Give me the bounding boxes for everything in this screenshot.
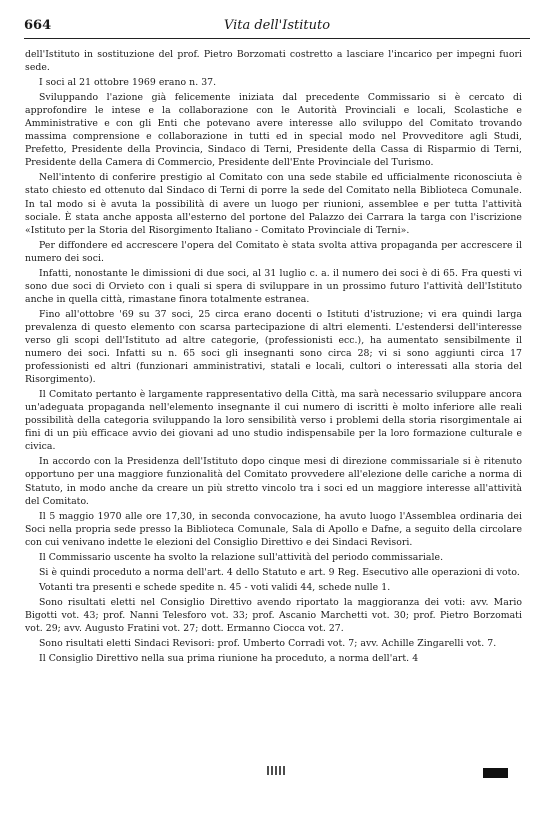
- page-header: [24, 18, 530, 39]
- paragraph: Sono risultati eletti nel Consiglio Direttivo avendo riportato la maggioranza dei voti: avv. Mario Bigotti vot. 43; prof. Nanni Telesforo vot. 33; prof. Ascanio Marchetti vot. 30; prof. Pietro Borzomati vot. 29; avv. Augusto Fratini vot. 27; dott. Ermanno Ciocca vot. 27.: [25, 596, 522, 634]
- paragraph: I soci al 21 ottobre 1969 erano n. 37.: [39, 77, 217, 89]
- paragraph: Il 5 maggio 1970 alle ore 17,30, in seconda convocazione, ha avuto luogo l'Assemblea ordinaria dei Soci nella propria sede presso la Biblioteca Comunale, Sala di Apollo e Dafne, a seguito della circolare con cui venivano indette le elezioni del Consiglio Direttivo e dei Sindaci Revisori.: [25, 510, 522, 548]
- paragraph: Infatti, nonostante le dimissioni di due soci, al 31 luglio c. a. il numero dei soci è di 65. Fra questi vi sono due soci di Orvieto con i quali si spera di sviluppare in un prossimo futuro l'attività dell'Istituto anche in quella città, rimastane finora totalmente estranea.: [25, 267, 522, 305]
- running-title: Vita dell'Istituto: [223, 18, 331, 33]
- paragraph: Per diffondere ed accrescere l'opera del Comitato è stata svolta attiva propaganda per accrescere il numero dei soci.: [25, 239, 522, 264]
- paragraph: Nell'intento di conferire prestigio al Comitato con una sede stabile ed ufficialmente riconosciuta è stato chiesto ed ottenuto dal Sindaco di Terni di porre la sede del Comitato nella Biblioteca Comunale. In tal modo si è avuta la possibilità di avere un luogo per riunioni, assemblee e per tutta l'attività sociale. È stata anche apposta all'esterno del portone del Palazzo dei Carrara la targa con l'iscrizione «Istituto per la Storia del Risorgimento Italiano - Comitato Provinciale di Terni».: [25, 172, 522, 236]
- page-number: 664: [24, 18, 52, 33]
- paragraph: Si è quindi proceduto a norma dell'art. 4 dello Statuto e art. 9 Reg. Esecutivo alle operazioni di voto.: [39, 566, 520, 578]
- paragraph: Fino all'ottobre '69 su 37 soci, 25 circa erano docenti o Istituti d'istruzione; vi era quindi larga prevalenza di questo elemento con scarsa partecipazione di altri elementi. L'estendersi dell'interesse verso gli scopi dell'Istituto ad altre categorie, (professionisti ecc.), ha aumentato sensibilmente il numero dei soci. Infatti su n. 65 soci gli insegnanti sono circa 28; vi si sono aggiunti circa 17 professionisti ed altri (funzionari amministrativi, statali e locali, cultori o interessati alla storia del Risorgimento).: [25, 308, 522, 386]
- body-text: [25, 48, 522, 667]
- paragraph: Il Consiglio Direttivo nella sua prima riunione ha proceduto, a norma dell'art. 4: [39, 653, 419, 665]
- ink-smudge: [267, 766, 287, 775]
- paragraph: Sono risultati eletti Sindaci Revisori: prof. Umberto Corradi vot. 7; avv. Achille Zingarelli vot. 7.: [39, 638, 497, 650]
- paragraph: Il Commissario uscente ha svolto la relazione sull'attività del periodo commissariale.: [39, 551, 444, 563]
- paragraph: Sviluppando l'azione già felicemente iniziata dal precedente Commissario si è cercato di approfondire le intese e la collaborazione con le Autorità Provinciali e locali, Scolastiche e Amministrative e con gli Enti che potevano avere interesse allo sviluppo del Comitato trovando massima comprensione e collaborazione in tutti ed in special modo nel Provveditore agli Studi, Prefetto, Presidente della Provincia, Sindaco di Terni, Presidente della Cassa di Risparmio di Terni, Presidente della Camera di Commercio, Presidente dell'Ente Provinciale del Turismo.: [25, 92, 522, 169]
- paragraph: In accordo con la Presidenza dell'Istituto dopo cinque mesi di direzione commissariale si è ritenuto opportuno per una maggiore funzionalità del Comitato provvedere all'elezione delle cariche a norma di Statuto, in modo anche da creare un più stretto vincolo tra i soci ed un maggiore interesse all'attività del Comitato.: [25, 456, 522, 507]
- paragraph: dell'Istituto in sostituzione del prof. Pietro Borzomati costretto a lasciare l'incarico per impegni fuori sede.: [25, 49, 522, 74]
- redaction-mark: [483, 768, 508, 778]
- paragraph: Votanti tra presenti e schede spedite n. 45 - voti validi 44, schede nulle 1.: [39, 581, 391, 593]
- paragraph: Il Comitato pertanto è largamente rappresentativo della Città, ma sarà necessario sviluppare ancora un'adeguata propaganda nell'elemento insegnante il cui numero di iscritti è molto inferiore alle reali possibilità della categoria sviluppando la loro sensibilità verso i problemi della storia risorgimentale ai fini di un più efficace avvio dei giovani ad uno studio indispensabile per la loro formazione culturale e civica.: [25, 389, 522, 453]
